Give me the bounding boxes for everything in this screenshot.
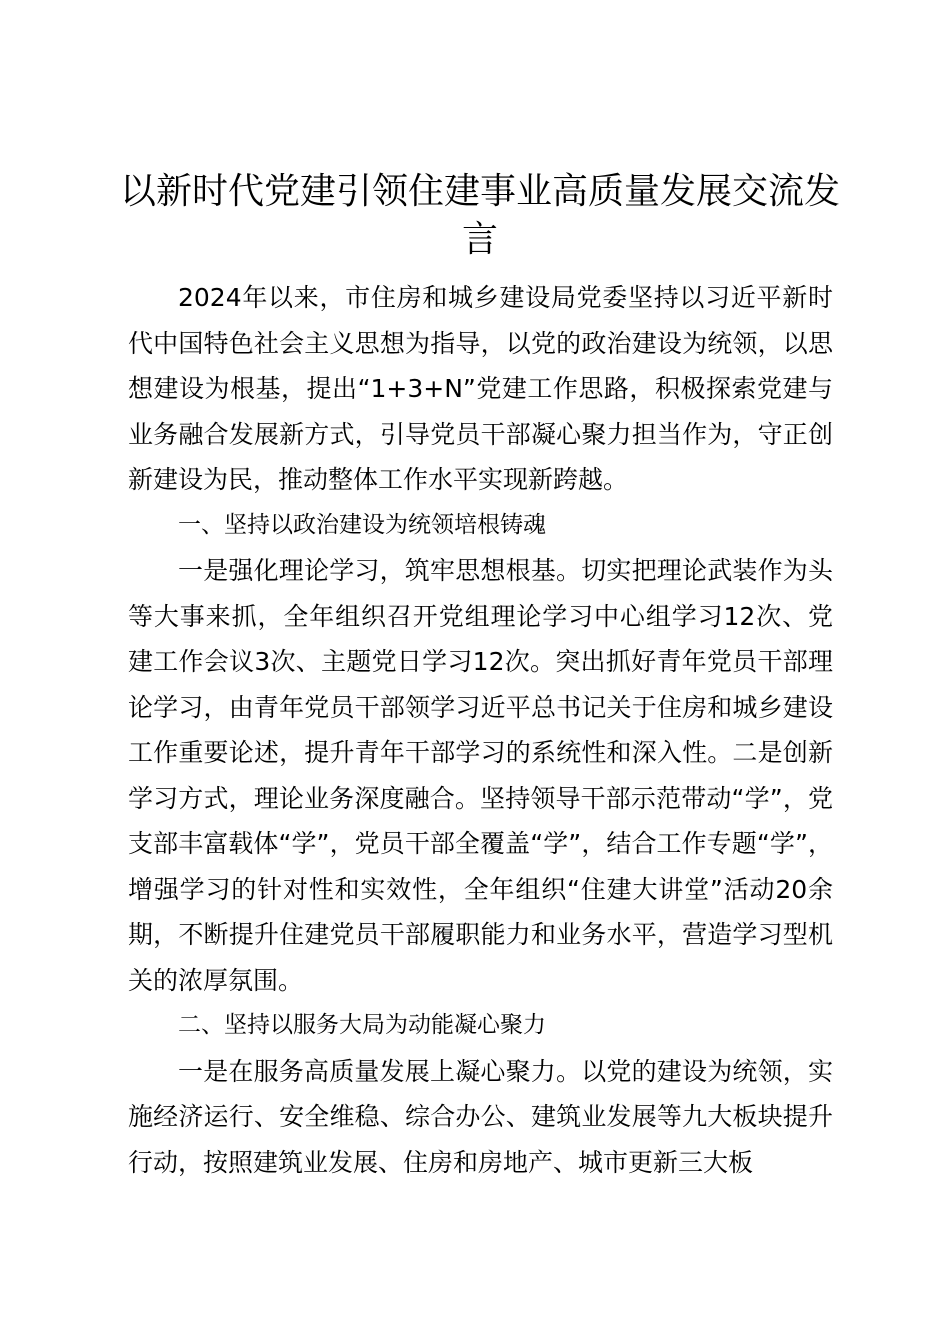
document-title: 以新时代党建引领住建事业高质量发展交流发言 [120,171,841,260]
section-2-paragraph: 一是在服务高质量发展上凝心聚力。以党的建设为统领，实施经济运行、安全维稳、综合办公、建筑业发展等九大板块提升行动，按照建筑业发展、住房和房地产、城市更新三大板 [128,1056,833,1177]
section-heading-2: 二、坚持以服务大局为动能凝心聚力 [178,1012,546,1038]
section-1-paragraph: 一是强化理论学习，筑牢思想根基。切实把理论武装作为头等大事来抓，全年组织召开党组理论学习中心组学习12次、党建工作会议3次、主题党日学习12次。突出抓好青年党员干部理论学习，由青年党员干部领学习近平总书记关于住房和城乡建设工作重要论述，提升青年干部学习的系统性和深入性。二是创新学习方式，理论业务深度融合。坚持领导干部示范带动“学”，党支部丰富载体“学”，党员干部全覆盖“学”，结合工作专题“学”，增强学习的针对性和实效性，全年组织“住建大讲堂”活动20余期，不断提升住建党员干部履职能力和业务水平，营造学习型机关的浓厚氛围。 [128,556,833,995]
section-heading-1: 一、坚持以政治建设为统领培根铸魂 [178,511,546,538]
intro-paragraph: 2024年以来，市住房和城乡建设局党委坚持以习近平新时代中国特色社会主义思想为指导，以党的政治建设为统领，以思想建设为根基，提出“1+3+N”党建工作思路，积极探索党建与业务融合发展新方式，引导党员干部凝心聚力担当作为，守正创新建设为民，推动整体工作水平实现新跨越。 [128,283,833,494]
document-body [128,275,833,1185]
